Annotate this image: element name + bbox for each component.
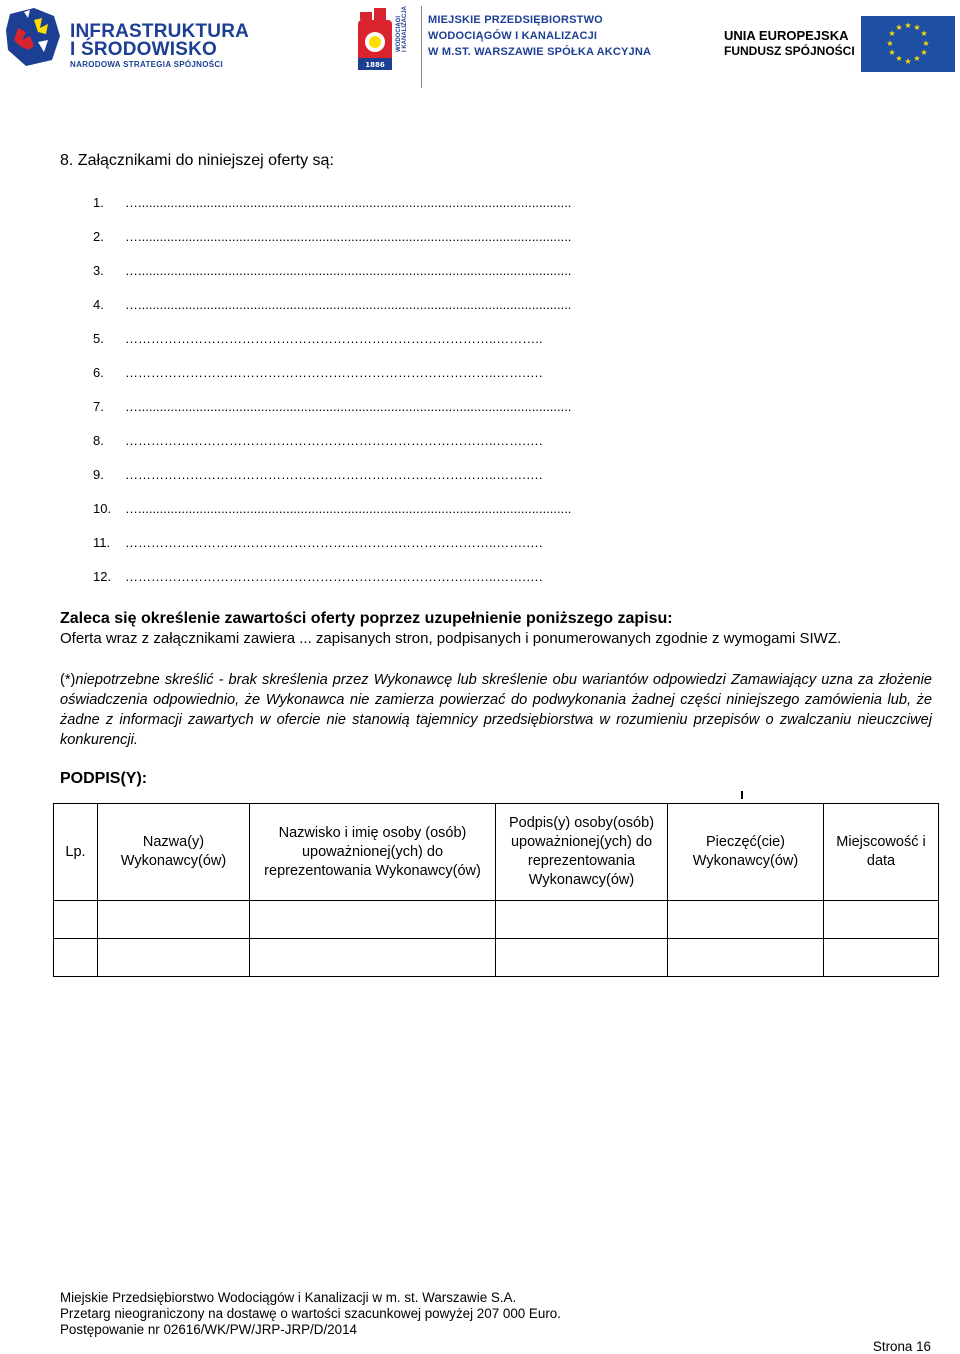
col-contractor-name: Nazwa(y) Wykonawcy(ów) — [98, 804, 250, 901]
list-item: 4. …........................................................................................................................ — [93, 297, 673, 331]
mpwik-line-2: WODOCIĄGÓW I KANALIZACJI — [428, 30, 598, 42]
infrastruktura-srodowisko-logo — [4, 6, 248, 72]
eu-flag-icon — [861, 16, 955, 72]
logo-line-1: INFRASTRUKTURA — [70, 21, 250, 42]
table-cell[interactable] — [98, 939, 250, 977]
svg-text:★: ★ — [913, 54, 921, 63]
table-cell[interactable] — [824, 901, 939, 939]
eu-name-logo — [716, 26, 856, 66]
page-number: Strona 16 — [872, 1339, 931, 1354]
svg-text:★: ★ — [920, 48, 928, 57]
footer-case-number: Postępowanie nr 02616/WK/PW/JRP-JRP/D/2014 — [60, 1322, 357, 1337]
footer-tender: Przetarg nieograniczony na dostawę o wartości szacunkowej powyżej 207 000 Euro. — [60, 1306, 561, 1321]
logo-line-3: NARODOWA STRATEGIA SPÓJNOŚCI — [70, 60, 224, 69]
attachment-blank[interactable]: …………………………………………………………………………..…….…. — [125, 433, 543, 448]
list-item: 8. …………………………………………………………………………..…….…. — [93, 433, 673, 467]
footnote-marker: (*) — [60, 672, 76, 688]
signatures-table — [53, 803, 939, 977]
mpwik-line-3: W M.ST. WARSZAWIE SPÓŁKA AKCYJNA — [428, 46, 652, 58]
svg-text:★: ★ — [888, 48, 896, 57]
footnote-body: niepotrzebne skreślić - brak skreślenia przez Wykonawcę lub skreślenie obu wariantów odpowiedzi Zamawiający uzna za złożenie oświadczenia odpowiednio, że Wykonawca nie zamierza powierzać do podwykonania żadnej części niniejszego zamówienia lub, że żadne z informacji zawartych w ofercie nie stanowią tajemnicy przedsiębiorstwa w rozumieniu przepisów o zwalczaniu nieuczciwej konkurencji. — [60, 672, 932, 748]
crest-text-2: I KANALIZACJA — [402, 6, 408, 52]
table-cell[interactable] — [98, 901, 250, 939]
list-item: 3. …........................................................................................................................ — [93, 263, 673, 297]
list-item: 11. …………………………………………………………………………..…….…. — [93, 535, 673, 569]
table-cell[interactable] — [668, 939, 824, 977]
attachment-blank[interactable]: …........................................................................................................................ — [125, 399, 572, 414]
svg-text:★: ★ — [895, 54, 903, 63]
table-cell[interactable] — [250, 939, 496, 977]
svg-text:★: ★ — [895, 23, 903, 32]
table-row — [54, 939, 939, 977]
list-item: 12. …………………………………………………………………………..…….…. — [93, 569, 673, 603]
mpwik-name-logo — [420, 8, 660, 78]
attachment-blank[interactable]: …………………………………………………………………………..…….…. — [125, 535, 543, 550]
attachment-blank[interactable]: …………………………………………………………………………..…….…. — [125, 467, 543, 482]
table-cell[interactable] — [824, 939, 939, 977]
list-item: 10. …........................................................................................................................ — [93, 501, 673, 535]
svg-text:★: ★ — [920, 29, 928, 38]
list-item: 6. …………………………………………………………………………..…….…. — [93, 365, 673, 399]
attachment-blank[interactable]: …........................................................................................................................ — [125, 263, 572, 278]
attachment-blank[interactable]: …………………………………………………………………………..…….…. — [125, 569, 543, 584]
svg-text:★: ★ — [904, 57, 912, 66]
col-representative-name: Nazwisko i imię osoby (osób) upoważnionej(ych) do reprezentowania Wykonawcy(ów) — [250, 804, 496, 901]
logo-line-2: I ŚRODOWISKO — [70, 39, 218, 60]
list-item: 1. …........................................................................................................................ — [93, 195, 673, 229]
eu-line-2: FUNDUSZ SPÓJNOŚCI — [724, 44, 855, 58]
col-signature: Podpis(y) osoby(osób) upoważnionej(ych) do reprezentowania Wykonawcy(ów) — [496, 804, 668, 901]
list-item: 2. …........................................................................................................................ — [93, 229, 673, 263]
attachment-blank[interactable]: …........................................................................................................................ — [125, 297, 572, 312]
col-lp: Lp. — [54, 804, 98, 901]
table-cell[interactable] — [668, 901, 824, 939]
attachments-heading: 8. Załącznikami do niniejszej oferty są: — [60, 152, 334, 169]
table-cell[interactable] — [54, 939, 98, 977]
svg-text:★: ★ — [904, 21, 912, 30]
attachment-blank[interactable]: …........................................................................................................................ — [125, 229, 572, 244]
table-header-row — [54, 804, 939, 901]
mpwik-line-1: MIEJSKIE PRZEDSIĘBIORSTWO — [428, 14, 603, 26]
attachment-blank[interactable]: …........................................................................................................................ — [125, 501, 572, 516]
attachments-list — [93, 195, 673, 603]
attachment-blank[interactable]: …………………………………………………………………………..……….. — [125, 331, 543, 346]
svg-text:★: ★ — [886, 39, 894, 48]
recommendation-text: Zaleca się określenie zawartości oferty poprzez uzupełnienie poniższego zapisu: — [60, 610, 673, 627]
col-place-date: Miejscowość i data — [824, 804, 939, 901]
stray-mark — [741, 791, 743, 799]
eu-line-1: UNIA EUROPEJSKA — [724, 28, 849, 43]
list-item: 9. …………………………………………………………………………..…….…. — [93, 467, 673, 501]
list-item: 5. …………………………………………………………………………..……….. — [93, 331, 673, 365]
offer-pages-text: Oferta wraz z załącznikami zawiera ... zapisanych stron, podpisanych i ponumerowanych zgodnie z wymogami SIWZ. — [60, 630, 842, 647]
table-cell[interactable] — [496, 939, 668, 977]
svg-text:★: ★ — [913, 23, 921, 32]
crest-text-1: WODOCIĄGI — [396, 16, 402, 52]
table-cell[interactable] — [250, 901, 496, 939]
table-row — [54, 901, 939, 939]
svg-text:★: ★ — [888, 29, 896, 38]
footer-company: Miejskie Przedsiębiorstwo Wodociągów i Kanalizacji w m. st. Warszawie S.A. — [60, 1290, 517, 1305]
mpwik-crest-logo — [356, 8, 412, 88]
table-cell[interactable] — [496, 901, 668, 939]
col-stamp: Pieczęć(cie) Wykonawcy(ów) — [668, 804, 824, 901]
table-cell[interactable] — [54, 901, 98, 939]
poland-map-icon — [4, 6, 66, 72]
list-item: 7. …........................................................................................................................ — [93, 399, 673, 433]
attachment-blank[interactable]: …........................................................................................................................ — [125, 195, 572, 210]
footnote-text — [60, 670, 932, 750]
crest-year: 1886 — [365, 61, 385, 69]
signatures-heading: PODPIS(Y): — [60, 770, 148, 787]
attachment-blank[interactable]: …………………………………………………………………………..…….…. — [125, 365, 543, 380]
svg-text:★: ★ — [922, 39, 930, 48]
